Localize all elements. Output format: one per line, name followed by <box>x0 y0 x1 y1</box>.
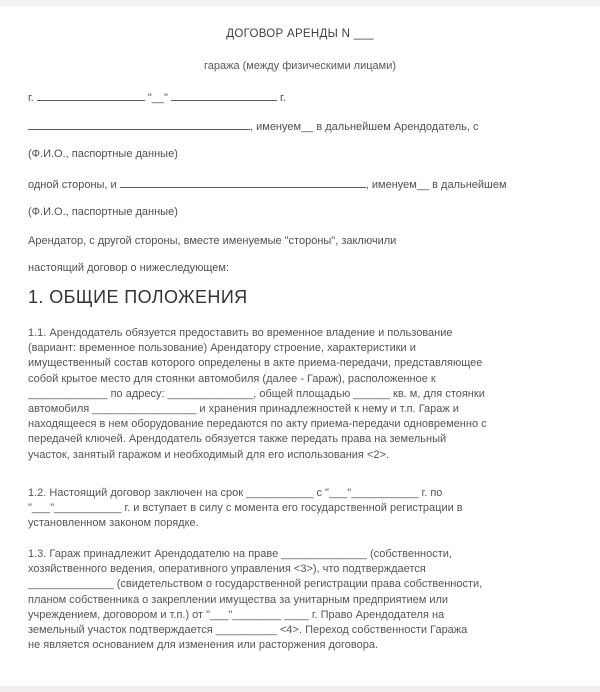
clause-1-3-line: 1.3. Гараж принадлежит Арендодателю на праве ______________ (собственности, <box>28 548 452 560</box>
lessee-line <box>28 177 507 191</box>
document-title: ДОГОВОР АРЕНДЫ N ___ <box>226 28 374 40</box>
lessor-name-blank <box>28 119 250 130</box>
parties-line-1: Арендатор, с другой стороны, вместе именуемые "стороны", заключили <box>28 235 397 247</box>
clause-1-1-line: (вариант: временное пользование) Арендатору строение, характеристики и <box>28 342 416 355</box>
lessee-line-prefix: одной стороны, и <box>28 179 117 191</box>
clause-1-3-line: планом собственника о закреплении имущества за унитарным предприятием или <box>28 593 449 606</box>
passport-note-2: (Ф.И.О., паспортные данные) <box>28 206 178 218</box>
clause-1-2-line: "___"___________ г. и вступает в силу с момента его государственной регистрации в <box>28 502 463 515</box>
city-blank <box>37 90 145 101</box>
parties-line-2: настоящий договор о нижеследующем: <box>28 262 230 274</box>
lessee-line-text: , именуем__ в дальнейшем <box>365 179 507 191</box>
date-blank <box>171 90 277 101</box>
clause-1-2-line: установленном законом порядке. <box>28 517 199 530</box>
clause-1-1 <box>28 326 576 463</box>
city-prefix: г. <box>28 92 34 104</box>
clause-1-1-line: _____________ по адресу: ______________, общей площадью ______ кв. м, для стоянки <box>28 387 485 400</box>
top-border <box>0 0 600 6</box>
clause-1-1-line: находящееся в нем оборудование передаются по акту приема-передачи одновременно с <box>28 418 487 431</box>
lessee-name-blank <box>120 177 366 188</box>
lessor-line <box>28 119 479 133</box>
clause-1-2-line: 1.2. Настоящий договор заключен на срок ___________ с "___"___________ г. по <box>28 487 443 499</box>
clause-1-3-line: учреждением, договором и т.п.) от "___"________ ____ г. Право Арендодателя на <box>28 608 445 621</box>
bottom-border <box>0 686 600 692</box>
lessor-line-text: , именуем__ в дальнейшем Арендодатель, с <box>250 121 479 133</box>
year-suffix: г. <box>280 92 286 104</box>
clause-1-1-line: участок, занятый гаражом и необходимый для его использования <2>. <box>28 448 389 461</box>
clause-1-3-line: ______________ (свидетельством о государственной регистрации права собственности, <box>28 578 483 591</box>
clause-1-1-line: передачей ключей. Арендодатель обязуется также передать права на земельный <box>28 433 447 446</box>
section-1-heading: 1. ОБЩИЕ ПОЛОЖЕНИЯ <box>28 287 248 307</box>
clause-1-1-line: собой крытое место для стоянки автомобиля (далее - Гараж), расположенное к <box>28 372 436 385</box>
passport-note-1: (Ф.И.О., паспортные данные) <box>28 148 178 160</box>
city-date-line <box>28 90 286 104</box>
clause-1-3-line: земельный участок подтверждается __________ <4>. Переход собственности Гаража <box>28 624 468 637</box>
document-subtitle: гаража (между физическими лицами) <box>203 60 396 72</box>
clause-1-3 <box>28 547 576 653</box>
clause-1-1-line: 1.1. Арендодатель обязуется предоставить во временное владение и пользование <box>28 327 453 339</box>
date-quote: "__" <box>147 92 168 104</box>
clause-1-2 <box>28 486 576 532</box>
clause-1-3-line: не является основанием для изменения или расторжения договора. <box>28 639 379 652</box>
clause-1-1-line: автомобиля _________________ и хранения принадлежностей к нему и т.п. Гараж и <box>28 403 459 416</box>
clause-1-1-line: имущественный состав которого определены в акте приема-передачи, представляющее <box>28 357 483 370</box>
clause-1-3-line: хозяйственного ведения, оперативного управления <3>), что подтверждается <box>28 563 426 576</box>
